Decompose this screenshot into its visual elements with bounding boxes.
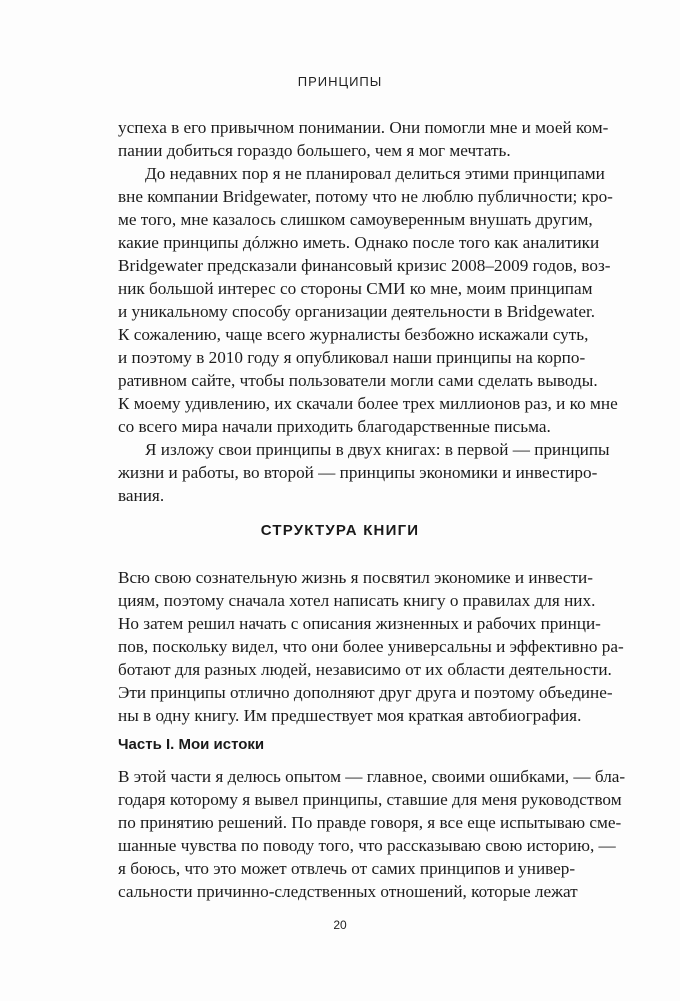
section-title: СТРУКТУРА КНИГИ <box>260 522 420 539</box>
text-line: пов, поскольку видел, что они более универсальны и эффективно ра- <box>118 637 624 656</box>
text-line: Но затем решил начать с описания жизненных и рабочих принци- <box>118 614 601 633</box>
text-line: Я изложу свои принципы в двух книгах: в первой — принципы <box>145 440 610 459</box>
text-line: пании добиться гораздо большего, чем я мог мечтать. <box>118 141 511 160</box>
text-line: К моему удивлению, их скачали более трех миллионов раз, и ко мне <box>118 394 618 413</box>
text-line: Эти принципы отлично дополняют друг друга и поэтому объедине- <box>118 683 613 702</box>
text-line: жизни и работы, во второй — принципы экономики и инвестиро- <box>118 463 598 482</box>
text-line: какие принципы дóлжно иметь. Однако после того как аналитики <box>118 233 600 252</box>
text-line: по принятию решений. По правде говоря, я все еще испытываю сме- <box>118 813 622 832</box>
text-line: К сожалению, чаще всего журналисты безбожно искажали суть, <box>118 325 589 344</box>
text-line: я боюсь, что это может отвлечь от самих принципов и универ- <box>118 859 576 878</box>
text-line: Bridgewater предсказали финансовый кризис 2008–2009 годов, воз- <box>118 256 611 275</box>
text-line: и уникальному способу организации деятельности в Bridgewater. <box>118 302 596 321</box>
text-line: успеха в его привычном понимании. Они помогли мне и моей ком- <box>118 118 609 137</box>
text-line: ративном сайте, чтобы пользователи могли сами сделать выводы. <box>118 371 598 390</box>
text-line: вания. <box>118 486 165 505</box>
text-line: ботают для разных людей, независимо от их области деятельности. <box>118 660 612 679</box>
text-line: Всю свою сознательную жизнь я посвятил экономике и инвести- <box>118 568 593 587</box>
text-line: До недавних пор я не планировал делиться этими принципами <box>145 164 605 183</box>
part-heading: Часть I. Мои истоки <box>118 736 265 753</box>
text-line: шанные чувства по поводу того, что рассказываю свою историю, — <box>118 836 616 855</box>
text-line: сальности причинно-следственных отношений, которые лежат <box>118 882 578 901</box>
page-number: 20 <box>333 918 347 932</box>
text-line: ме того, мне казалось слишком самоуверенным внушать другим, <box>118 210 593 229</box>
text-line: циям, поэтому сначала хотел написать книгу о правилах для них. <box>118 591 596 610</box>
text-line: вне компании Bridgewater, потому что не люблю публичности; кро- <box>118 187 613 206</box>
text-line: годаря которому я вывел принципы, ставшие для меня руководством <box>118 790 622 809</box>
text-line: ны в одну книгу. Им предшествует моя краткая автобиография. <box>118 706 582 725</box>
text-line: ник большой интерес со стороны СМИ ко мне, моим принципам <box>118 279 593 298</box>
text-line: В этой части я делюсь опытом — главное, своими ошибками, — бла- <box>118 767 626 786</box>
text-line: и поэтому в 2010 году я опубликовал наши принципы на корпо- <box>118 348 586 367</box>
running-head: ПРИНЦИПЫ <box>297 74 383 89</box>
text-line: со всего мира начали приходить благодарственные письма. <box>118 417 551 436</box>
